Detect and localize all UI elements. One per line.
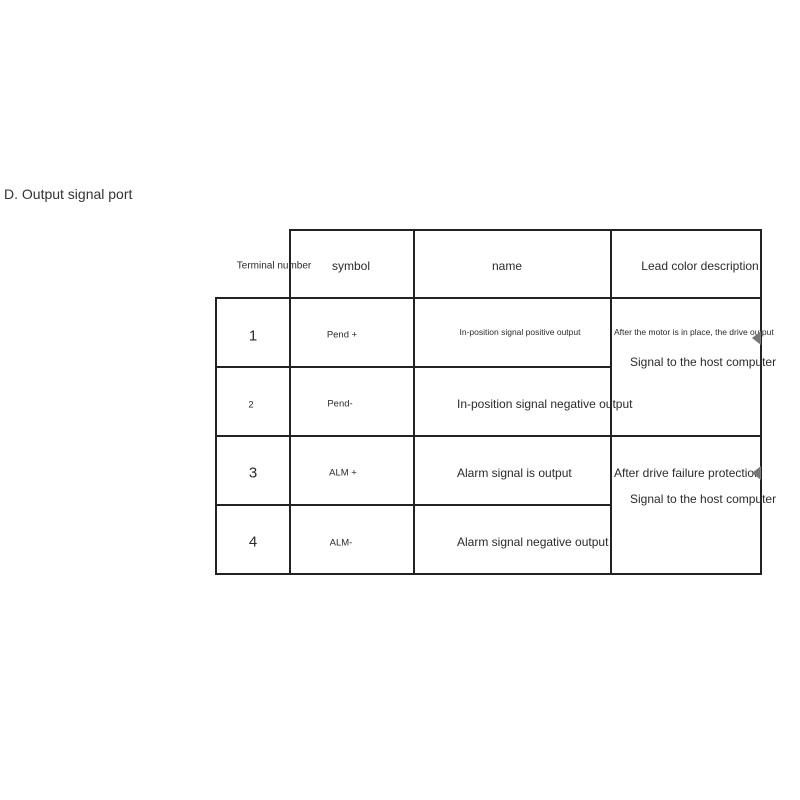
name-2: In-position signal negative output: [457, 397, 633, 411]
description-2-line2: Signal to the host computer: [630, 492, 777, 506]
section-heading: D. Output signal port: [4, 186, 133, 202]
table-divider-row2: [215, 435, 762, 437]
symbol-1: Pend +: [326, 329, 358, 341]
arrow-marker-icon: [752, 331, 761, 345]
header-lead-color: Lead color description: [641, 259, 759, 273]
terminal-number-3: 3: [248, 464, 258, 482]
table-divider-col1: [289, 229, 291, 574]
terminal-number-2: 2: [248, 399, 254, 411]
arrow-marker-icon: [752, 466, 761, 480]
name-4: Alarm signal negative output: [457, 535, 609, 549]
table-border-bottom: [215, 573, 762, 575]
table-border-right: [760, 229, 762, 574]
table-border-left: [215, 297, 217, 574]
terminal-number-4: 4: [248, 533, 258, 551]
symbol-2: Pend-: [327, 398, 353, 410]
name-1: In-position signal positive output: [459, 327, 581, 337]
header-terminal-number: Terminal number: [236, 260, 312, 272]
description-2-line1: After drive failure protection: [614, 466, 761, 480]
table-divider-col2: [413, 229, 415, 574]
header-name: name: [491, 259, 523, 273]
table-divider-header: [215, 297, 762, 299]
description-1-line1: After the motor is in place, the drive output: [614, 327, 774, 337]
description-1-line2: Signal to the host computer: [630, 355, 777, 369]
symbol-4: ALM-: [329, 537, 353, 549]
terminal-number-1: 1: [248, 327, 258, 345]
header-symbol: symbol: [331, 259, 371, 273]
table-border-top: [289, 229, 762, 231]
name-3: Alarm signal is output: [457, 466, 572, 480]
symbol-3: ALM +: [329, 467, 357, 479]
